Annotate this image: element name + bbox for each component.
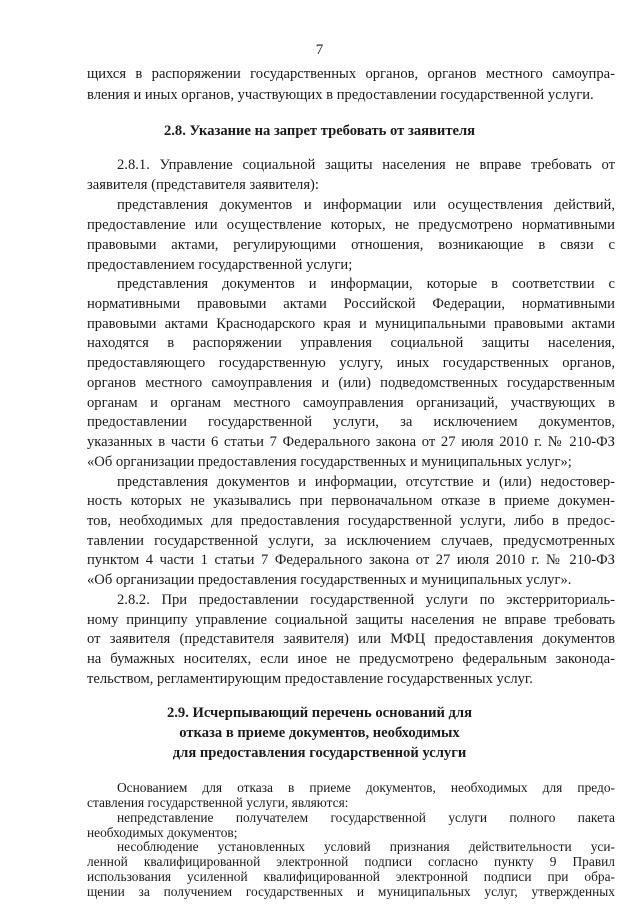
section-heading-2-9: 2.9. Исчерпывающий перечень оснований для [166, 705, 473, 721]
text-line: необходимых документов; [87, 825, 238, 840]
text-line: тельством, регламентирующим предоставление государственных услуг. [87, 671, 533, 687]
text-line: представления документов и информации или осуществления действий, [117, 197, 615, 213]
text-line: от заявителя (представителя заявителя) или МФЦ предоставления документов [87, 631, 615, 647]
text-line: ленной квалифицированной электронной подписи согласно пункту 9 Правил [87, 854, 615, 869]
text-line: щихся в распоряжении государственных органов, органов местного самоупра- [87, 66, 615, 82]
text-line: пунктом 4 части 1 статьи 7 Федерального закона от 27 июля 2010 г. № 210-ФЗ [87, 552, 615, 568]
text-line: представления документов и информации, которые в соответствии с [117, 276, 615, 292]
text-line: на бумажных носителях, если иное не предусмотрено федеральным законода- [87, 651, 615, 667]
text-line: ставления государственной услуги, являются: [87, 795, 349, 810]
text-line: представления документов и информации, отсутствие и (или) недостовер- [117, 474, 615, 490]
text-line: 2.8.1. Управление социальной защиты населения не вправе требовать от [117, 157, 615, 173]
text-line: ность которых не указывались при первоначальном отказе в приеме докумен- [87, 493, 615, 509]
text-line: предоставляющего государственную услугу, иных государственных органов, [87, 355, 615, 371]
text-line: 2.8.2. При предоставлении государственной услуги по экстерриториаль- [117, 592, 615, 608]
text-line: правовыми актами, регулирующими отношения, возникающие в связи с [87, 237, 615, 253]
section-heading-2-8: 2.8. Указание на запрет требовать от заявителя [163, 123, 476, 139]
text-line: органам и органам местного самоуправления организаций, участвующих в [87, 395, 615, 411]
text-line: предоставлением государственной услуги; [87, 257, 353, 273]
text-line: «Об организации предоставления государственных и муниципальных услуг». [87, 572, 572, 588]
text-line: нормативными правовыми актами Российской Федерации, нормативными [87, 296, 615, 312]
section-heading-2-9: отказа в приеме документов, необходимых [179, 725, 460, 741]
page-number: 7 [315, 42, 324, 58]
text-line: находятся в распоряжении управления социальной защиты населения, [87, 335, 615, 351]
text-line: Основанием для отказа в приеме документов, необходимых для предо- [117, 780, 615, 795]
text-line: непредставление получателем государственной услуги полного пакета [117, 810, 615, 825]
text-line: предоставление или осуществление которых, не предусмотрено нормативными [87, 217, 615, 233]
text-line: указанных в части 6 статьи 7 Федерального закона от 27 июля 2010 г. № 210-ФЗ [87, 434, 615, 450]
text-line: ному принципу управление социальной защиты населения не вправе требовать [87, 612, 615, 628]
section-heading-2-9: для предоставления государственной услуги [172, 745, 467, 761]
text-line: использования усиленной квалифицированной электронной подписи при обра- [87, 869, 615, 884]
text-line: несоблюдение установленных условий признания действительности уси- [117, 839, 615, 854]
text-line: заявителя (представителя заявителя): [87, 177, 319, 193]
text-line: правовыми актами Краснодарского края и муниципальными правовыми актами [87, 316, 615, 332]
text-line: предоставлении государственной услуги, за исключением документов, [87, 414, 615, 430]
text-line: тов, необходимых для предоставления государственной услуги, либо в предос- [87, 513, 615, 529]
text-line: щении за получением государственных и муниципальных услуг, утвержденных [87, 884, 615, 899]
text-line: «Об организации предоставления государственных и муниципальных услуг»; [87, 454, 572, 470]
text-line: вления и иных органов, участвующих в предоставлении государственной услуги. [87, 87, 594, 103]
text-line: тавлении государственной услуги, за исключением случаев, предусмотренных [87, 533, 615, 549]
text-line: органов местного самоуправления и (или) подведомственных государственным [87, 375, 615, 391]
